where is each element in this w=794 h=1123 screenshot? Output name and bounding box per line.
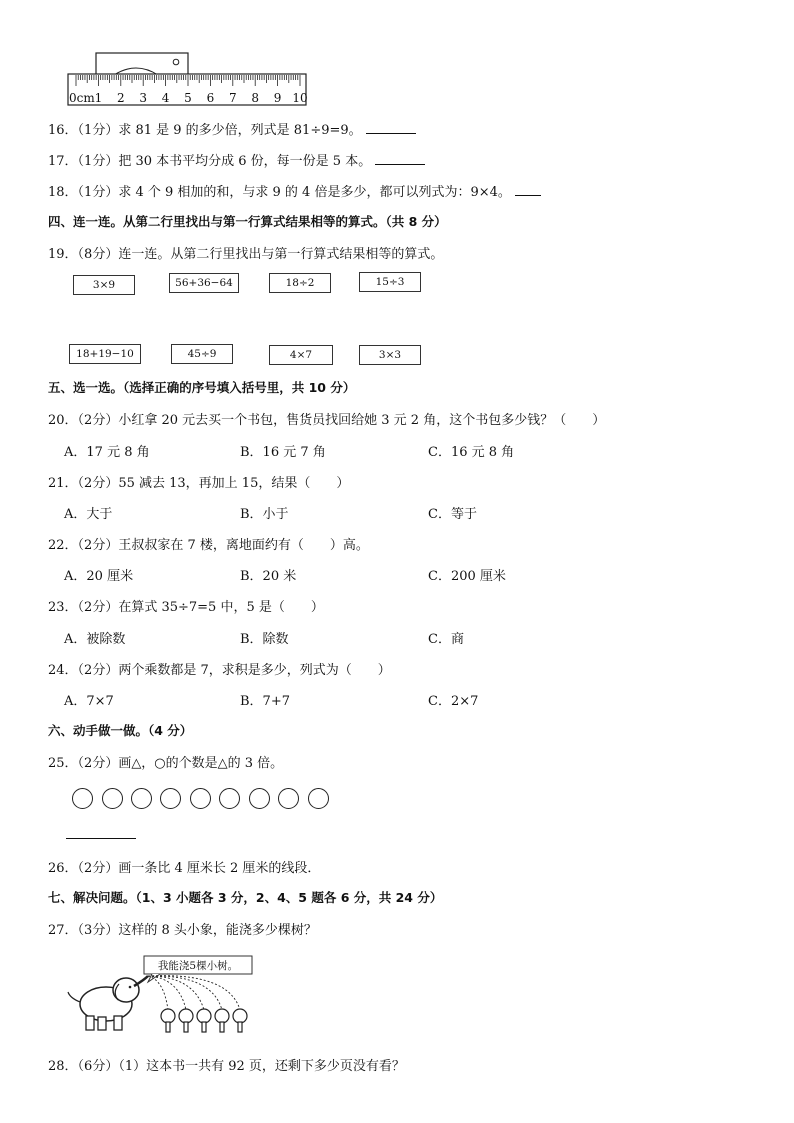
question-24-text: 24．（2分）两个乘数都是 7，求积是多少，列式为（ ） — [48, 663, 391, 678]
question-16 — [48, 119, 416, 138]
match-top-box-4[interactable]: 15÷3 — [359, 272, 421, 292]
question-25-text: 25．（2分）画△，○的个数是△的 3 倍。 — [48, 756, 284, 771]
q22-option-a[interactable]: A．20 厘米 — [64, 569, 134, 584]
ruler-label: 6 — [206, 91, 215, 105]
answer-blank-17[interactable] — [375, 152, 425, 165]
ruler-label: 3 — [139, 91, 148, 105]
question-18 — [48, 181, 541, 200]
ruler-label: 5 — [184, 91, 192, 105]
q21-option-c[interactable]: C．等于 — [428, 507, 477, 522]
circle-shape-1 — [72, 788, 93, 809]
q22-option-c[interactable]: C．200 厘米 — [428, 569, 506, 584]
ruler-figure — [66, 50, 310, 108]
circle-shape-4 — [160, 788, 181, 809]
match-bottom-box-2[interactable]: 45÷9 — [171, 344, 233, 364]
circle-shape-3 — [131, 788, 152, 809]
match-bottom-box-1[interactable]: 18+19−10 — [69, 344, 141, 364]
ruler-label: 0cm — [69, 91, 95, 105]
section-4-heading: 四、连一连。从第二行里找出与第一行算式结果相等的算式。（共 8 分） — [48, 214, 447, 229]
q21-option-b[interactable]: B．小于 — [240, 507, 289, 522]
ruler-illustration — [66, 50, 310, 108]
ruler-label: 10 — [292, 91, 308, 105]
q24-option-a[interactable]: A．7×7 — [64, 694, 114, 709]
circle-shape-5 — [190, 788, 211, 809]
ruler-label: 2 — [116, 91, 125, 105]
q20-option-c[interactable]: C．16 元 8 角 — [428, 445, 515, 460]
ruler-label: 1 — [94, 91, 103, 105]
elephant-scene — [64, 952, 254, 1038]
question-22-text: 22．（2分）王叔叔家在 7 楼，离地面约有（ ）高。 — [48, 538, 369, 553]
question-16-text: 16．（1分）求 81 是 9 的多少倍，列式是 81÷9=9。 — [48, 123, 362, 138]
circle-shape-6 — [219, 788, 240, 809]
match-bottom-box-3[interactable]: 4×7 — [269, 345, 333, 365]
q23-option-b[interactable]: B．除数 — [240, 632, 289, 647]
match-bottom-box-4[interactable]: 3×3 — [359, 345, 421, 365]
ruler-label: 7 — [228, 91, 237, 105]
q24-option-b[interactable]: B．7+7 — [240, 694, 290, 709]
elephant-watering-illustration — [64, 952, 254, 1038]
question-28-text: 28．（6分）（1）这本书一共有 92 页，还剩下多少页没有看？ — [48, 1059, 405, 1074]
question-26-text: 26．（2分）画一条比 4 厘米长 2 厘米的线段． — [48, 861, 321, 876]
ruler-label: 4 — [161, 91, 170, 105]
q23-option-c[interactable]: C．商 — [428, 632, 464, 647]
section-5-heading: 五、选一选。（选择正确的序号填入括号里，共 10 分） — [48, 380, 356, 395]
section-6-heading: 六、动手做一做。（4 分） — [48, 723, 193, 738]
q20-option-a[interactable]: A．17 元 8 角 — [64, 445, 150, 460]
circle-shape-7 — [249, 788, 270, 809]
question-18-text: 18．（1分）求 4 个 9 相加的和，与求 9 的 4 倍是多少，都可以列式为：9×4。 — [48, 185, 511, 200]
q22-option-b[interactable]: B．20 米 — [240, 569, 297, 584]
match-top-box-3[interactable]: 18÷2 — [269, 273, 331, 293]
question-21-text: 21．（2分）55 减去 13，再加上 15，结果（ ） — [48, 476, 350, 491]
answer-blank-18[interactable] — [515, 183, 541, 196]
answer-blank-16[interactable] — [366, 121, 416, 134]
q20-option-b[interactable]: B．16 元 7 角 — [240, 445, 326, 460]
circle-shape-2 — [102, 788, 123, 809]
question-19-text: 19．（8分）连一连。从第二行里找出与第一行算式结果相等的算式。 — [48, 247, 444, 262]
match-top-box-1[interactable]: 3×9 — [73, 275, 135, 295]
q21-option-a[interactable]: A．大于 — [64, 507, 113, 522]
q23-option-a[interactable]: A．被除数 — [64, 632, 126, 647]
question-27-text: 27．（3分）这样的 8 头小象，能浇多少棵树？ — [48, 923, 317, 938]
q24-option-c[interactable]: C．2×7 — [428, 694, 479, 709]
section-7-heading: 七、解决问题。（1、3 小题各 3 分，2、4、5 题各 6 分，共 24 分） — [48, 890, 443, 905]
triangle-answer-line[interactable] — [66, 838, 136, 839]
match-top-box-2[interactable]: 56+36−64 — [169, 273, 239, 293]
speech-bubble-text: 我能浇5棵小树。 — [157, 960, 239, 972]
question-20-text: 20．（2分）小红拿 20 元去买一个书包，售货员找回给她 3 元 2 角，这个书包多少钱？（ ） — [48, 413, 606, 428]
question-17 — [48, 150, 425, 169]
circle-shape-9 — [308, 788, 329, 809]
question-23-text: 23．（2分）在算式 35÷7=5 中，5 是（ ） — [48, 600, 324, 615]
circle-shape-8 — [278, 788, 299, 809]
ruler-label: 8 — [251, 91, 260, 105]
question-17-text: 17．（1分）把 30 本书平均分成 6 份，每一份是 5 本。 — [48, 154, 372, 169]
ruler-label: 9 — [273, 91, 282, 105]
